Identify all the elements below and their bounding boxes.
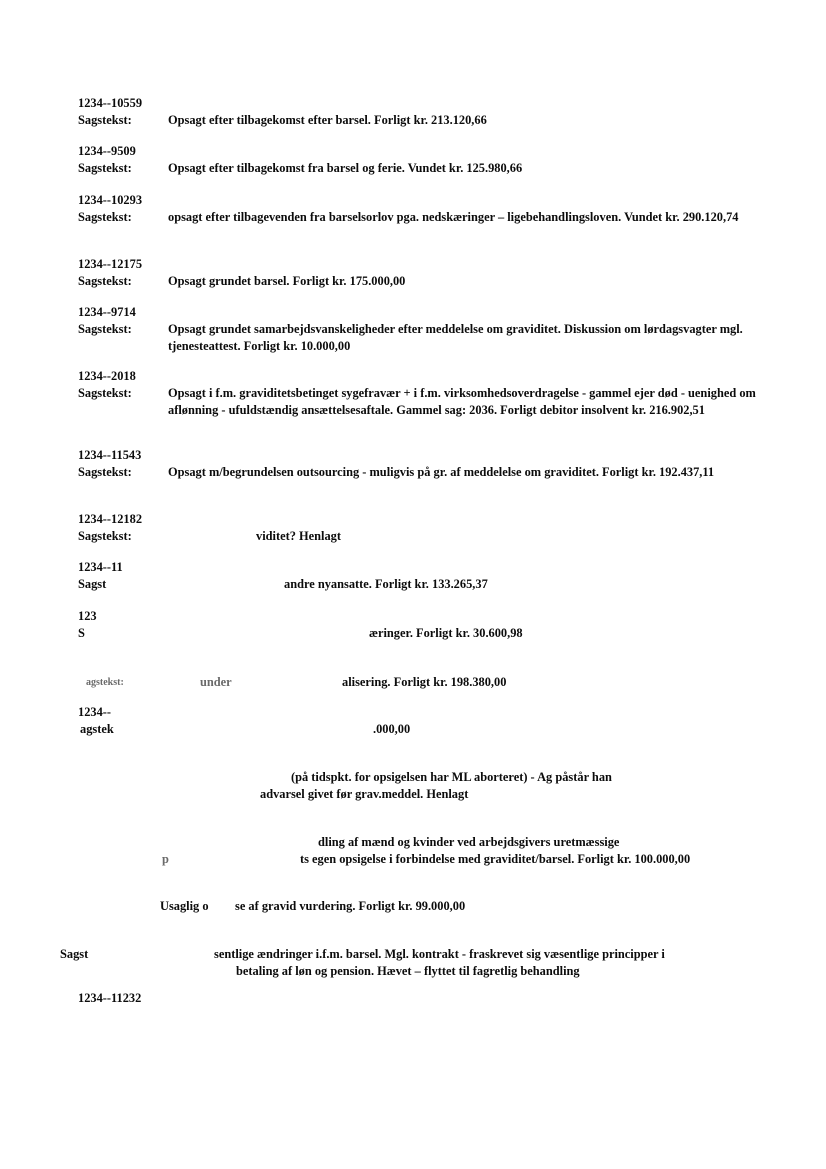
case-label: Sagstekst: bbox=[78, 465, 132, 479]
fragment-text: sentlige ændringer i.f.m. barsel. Mgl. kontrakt - fraskrevet sig væsentlige principper i bbox=[214, 947, 665, 961]
case-text: viditet? Henlagt bbox=[256, 529, 342, 543]
fragment-label: S bbox=[78, 626, 85, 640]
fragment-case-id: 1234-- bbox=[78, 705, 112, 719]
case-entry bbox=[78, 95, 758, 129]
case-text: opsagt efter tilbagevenden fra barselsorlov pga. nedskæringer – ligebehandlingsloven. Vundet kr. 290.120,74 bbox=[168, 210, 739, 224]
case-label: Sagstekst: bbox=[78, 386, 132, 400]
fragment-text: Usaglig o bbox=[160, 899, 209, 913]
fragment-text: æringer. Forligt kr. 30.600,98 bbox=[369, 626, 523, 640]
case-entry bbox=[78, 511, 758, 543]
case-text: Opsagt grundet samarbejdsvanskeligheder efter meddelelse om graviditet. Diskussion om lørdagsvagter mgl. tjenesteattest. Forligt kr. 10.000,00 bbox=[168, 322, 743, 353]
case-entry bbox=[78, 192, 758, 226]
case-label: Sagstekst: bbox=[78, 529, 132, 543]
case-text: Opsagt efter tilbagekomst efter barsel. Forligt kr. 213.120,66 bbox=[168, 113, 487, 127]
case-entry bbox=[78, 447, 758, 481]
fragment-text: advarsel givet før grav.meddel. Henlagt bbox=[260, 787, 469, 801]
case-entry bbox=[78, 368, 758, 419]
case-text: Opsagt i f.m. graviditetsbetinget sygefravær + i f.m. virksomhedsoverdragelse - gammel ejer død - uenighed om aflønning - ufuldstændig ansættelsesaftale. Gammel sag: 2036. Forligt debitor insolvent kr. 216.902,51 bbox=[168, 386, 756, 417]
fragment-case-id: 123 bbox=[78, 609, 97, 623]
fragment-text: under bbox=[200, 675, 232, 689]
case-id: 1234--9509 bbox=[78, 144, 136, 158]
case-row bbox=[78, 321, 758, 355]
case-row bbox=[78, 112, 758, 129]
fragment-label: Sagst bbox=[78, 577, 107, 591]
case-id: 1234--9714 bbox=[78, 305, 136, 319]
fragment-case-id: 1234--11 bbox=[78, 560, 123, 574]
case-row bbox=[78, 273, 758, 290]
case-label: Sagstekst: bbox=[78, 274, 132, 288]
case-label: Sagstekst: bbox=[78, 113, 132, 127]
fragment-text: dling af mænd og kvinder ved arbejdsgivers uretmæssige bbox=[318, 835, 620, 849]
fragment-label: agstek bbox=[80, 722, 114, 736]
case-entry bbox=[78, 256, 758, 290]
case-id: 1234--10559 bbox=[78, 96, 143, 110]
fragment-text: alisering. Forligt kr. 198.380,00 bbox=[342, 675, 507, 689]
case-row bbox=[78, 209, 758, 226]
fragment-label: agstekst: bbox=[86, 677, 124, 688]
case-row bbox=[78, 160, 758, 177]
fragment-text: betaling af løn og pension. Hævet – flyttet til fagretlig behandling bbox=[236, 964, 580, 978]
case-text: Opsagt grundet barsel. Forligt kr. 175.000,00 bbox=[168, 274, 406, 288]
case-id: 1234--11543 bbox=[78, 448, 142, 462]
case-id: 1234--12182 bbox=[78, 512, 143, 526]
fragment-text: ts egen opsigelse i forbindelse med graviditet/barsel. Forligt kr. 100.000,00 bbox=[300, 852, 691, 866]
fragment-case-id: 1234--11232 bbox=[78, 991, 142, 1005]
fragment-text: andre nyansatte. Forligt kr. 133.265,37 bbox=[284, 577, 488, 591]
case-label: Sagstekst: bbox=[78, 210, 132, 224]
case-text: Opsagt m/begrundelsen outsourcing - muligvis på gr. af meddelelse om graviditet. Forligt kr. 192.437,11 bbox=[168, 465, 715, 479]
case-text: Opsagt efter tilbagekomst fra barsel og ferie. Vundet kr. 125.980,66 bbox=[168, 161, 523, 175]
fragment-label: Sagst bbox=[60, 947, 89, 961]
case-id: 1234--10293 bbox=[78, 193, 143, 207]
case-entry bbox=[78, 143, 758, 177]
fragment-text: se af gravid vurdering. Forligt kr. 99.000,00 bbox=[235, 899, 466, 913]
case-label: Sagstekst: bbox=[78, 322, 132, 336]
case-row bbox=[78, 464, 758, 481]
case-id: 1234--2018 bbox=[78, 369, 136, 383]
fragment-text: (på tidspkt. for opsigelsen har ML aborteret) - Ag påstår han bbox=[291, 770, 612, 784]
case-entry bbox=[78, 304, 758, 355]
case-label: Sagstekst: bbox=[78, 161, 132, 175]
case-id: 1234--12175 bbox=[78, 257, 143, 271]
case-row bbox=[78, 385, 758, 419]
fragment-text: p bbox=[162, 852, 169, 866]
fragment-text: .000,00 bbox=[373, 722, 411, 736]
